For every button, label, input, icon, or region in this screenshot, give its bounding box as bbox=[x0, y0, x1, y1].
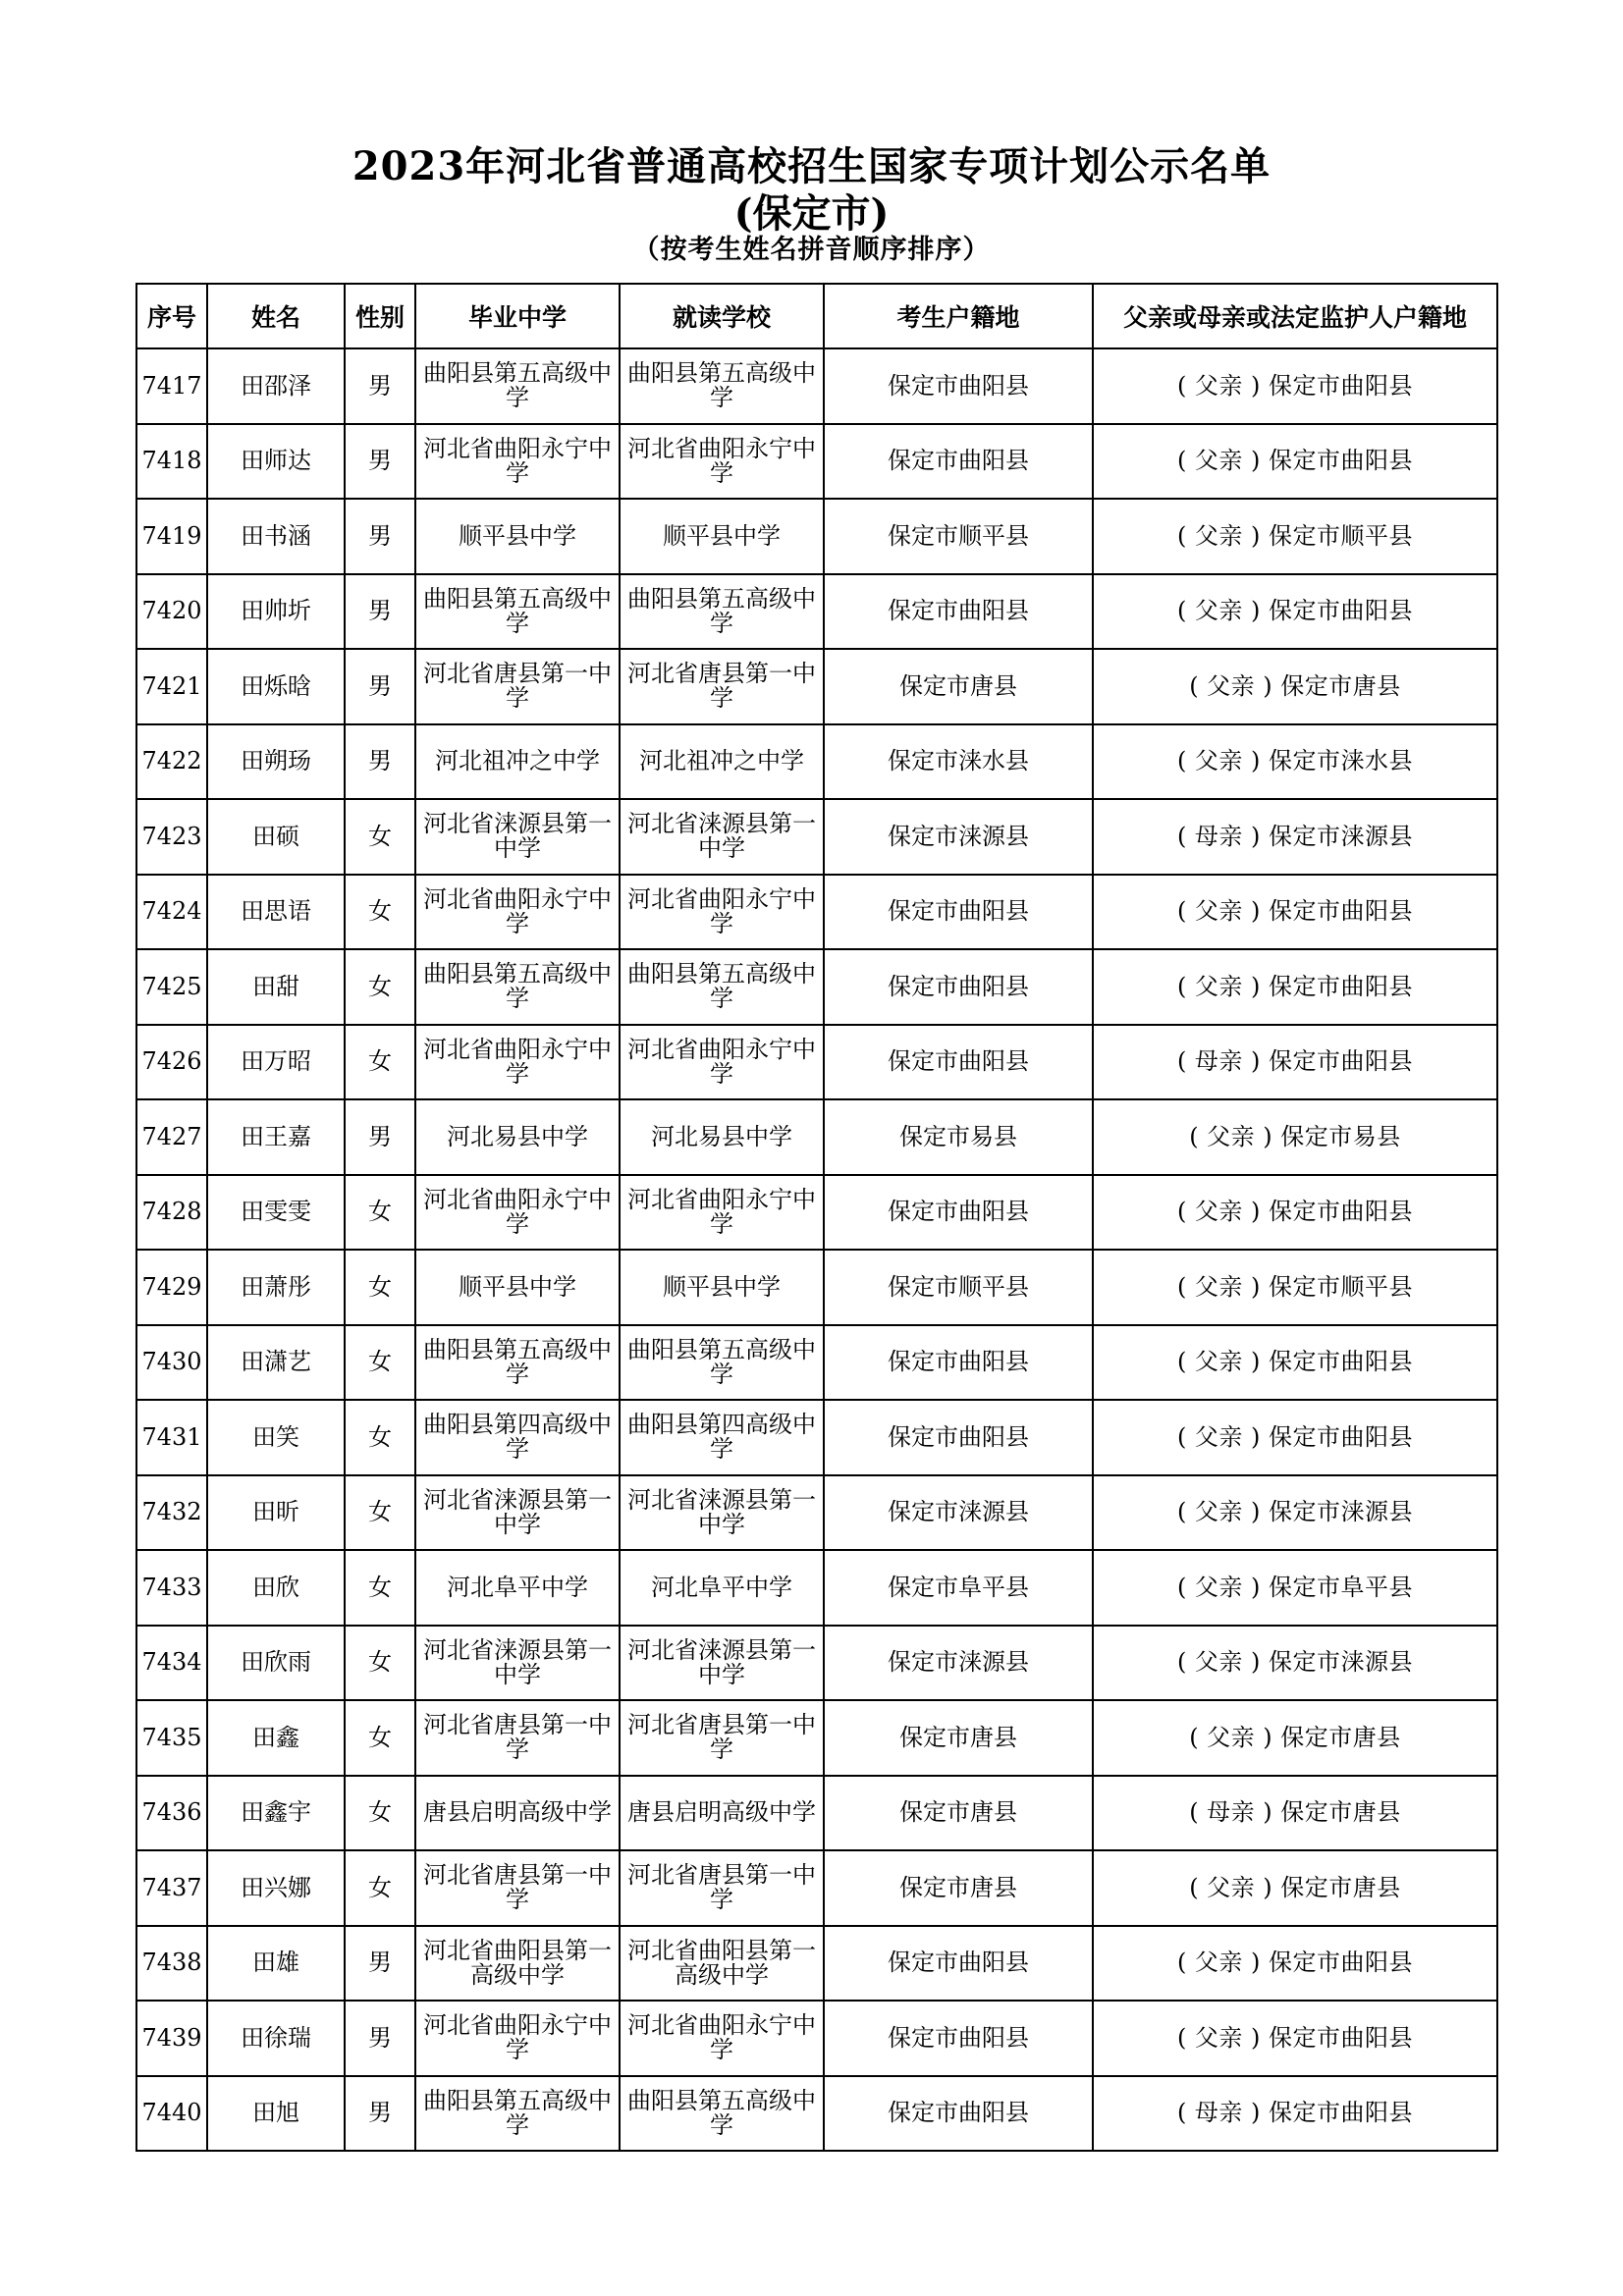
table-row bbox=[136, 348, 1497, 424]
cell-seq: 7439 bbox=[136, 2001, 207, 2076]
cell-name: 田邵泽 bbox=[207, 348, 345, 424]
cell-gender: 男 bbox=[345, 1099, 415, 1175]
cell-hukou: 保定市曲阳县 bbox=[824, 348, 1093, 424]
cell-guardian-hukou: ( 父亲 ) 保定市顺平县 bbox=[1093, 499, 1497, 574]
cell-gender: 女 bbox=[345, 1025, 415, 1100]
cell-gender: 女 bbox=[345, 1250, 415, 1325]
cell-guardian-hukou: ( 父亲 ) 保定市曲阳县 bbox=[1093, 574, 1497, 650]
table-row bbox=[136, 499, 1497, 574]
cell-seq: 7427 bbox=[136, 1099, 207, 1175]
cell-gender: 男 bbox=[345, 2076, 415, 2152]
cell-name: 田师达 bbox=[207, 424, 345, 500]
cell-gender: 男 bbox=[345, 348, 415, 424]
cell-name: 田烁晗 bbox=[207, 649, 345, 724]
cell-name: 田欣雨 bbox=[207, 1626, 345, 1701]
cell-seq: 7435 bbox=[136, 1700, 207, 1776]
cell-hukou: 保定市曲阳县 bbox=[824, 1025, 1093, 1100]
cell-guardian-hukou: ( 父亲 ) 保定市唐县 bbox=[1093, 1700, 1497, 1776]
table-row bbox=[136, 2076, 1497, 2152]
cell-guardian-hukou: ( 父亲 ) 保定市曲阳县 bbox=[1093, 424, 1497, 500]
cell-hukou: 保定市易县 bbox=[824, 1099, 1093, 1175]
table-row bbox=[136, 2001, 1497, 2076]
document-subtitle: (保定市) bbox=[733, 190, 890, 237]
cell-gender: 女 bbox=[345, 1776, 415, 1851]
cell-gender: 男 bbox=[345, 1926, 415, 2002]
cell-name: 田萧彤 bbox=[207, 1250, 345, 1325]
header-current-school: 就读学校 bbox=[620, 284, 824, 348]
cell-gender: 女 bbox=[345, 1175, 415, 1251]
cell-grad-school: 河北省曲阳永宁中学 bbox=[415, 424, 620, 500]
cell-seq: 7434 bbox=[136, 1626, 207, 1701]
cell-current-school: 顺平县中学 bbox=[620, 499, 824, 574]
cell-current-school: 曲阳县第五高级中学 bbox=[620, 949, 824, 1025]
cell-seq: 7417 bbox=[136, 348, 207, 424]
cell-current-school: 河北省曲阳县第一高级中学 bbox=[620, 1926, 824, 2002]
cell-grad-school: 河北省曲阳县第一高级中学 bbox=[415, 1926, 620, 2002]
cell-grad-school: 河北省唐县第一中学 bbox=[415, 1700, 620, 1776]
cell-guardian-hukou: ( 父亲 ) 保定市涞水县 bbox=[1093, 724, 1497, 800]
table-row bbox=[136, 875, 1497, 950]
cell-current-school: 河北省涞源县第一中学 bbox=[620, 1626, 824, 1701]
cell-hukou: 保定市曲阳县 bbox=[824, 2001, 1093, 2076]
cell-hukou: 保定市唐县 bbox=[824, 649, 1093, 724]
cell-guardian-hukou: ( 母亲 ) 保定市唐县 bbox=[1093, 1776, 1497, 1851]
cell-hukou: 保定市曲阳县 bbox=[824, 2076, 1093, 2152]
cell-guardian-hukou: ( 父亲 ) 保定市曲阳县 bbox=[1093, 1400, 1497, 1475]
cell-current-school: 河北省涞源县第一中学 bbox=[620, 799, 824, 875]
cell-name: 田甜 bbox=[207, 949, 345, 1025]
cell-hukou: 保定市顺平县 bbox=[824, 1250, 1093, 1325]
cell-gender: 男 bbox=[345, 574, 415, 650]
cell-hukou: 保定市曲阳县 bbox=[824, 1400, 1093, 1475]
header-row bbox=[136, 284, 1497, 348]
cell-grad-school: 河北省涞源县第一中学 bbox=[415, 1475, 620, 1551]
cell-gender: 男 bbox=[345, 724, 415, 800]
cell-name: 田思语 bbox=[207, 875, 345, 950]
cell-current-school: 唐县启明高级中学 bbox=[620, 1776, 824, 1851]
cell-grad-school: 曲阳县第五高级中学 bbox=[415, 574, 620, 650]
header-hukou: 考生户籍地 bbox=[824, 284, 1093, 348]
cell-current-school: 曲阳县第五高级中学 bbox=[620, 348, 824, 424]
cell-seq: 7421 bbox=[136, 649, 207, 724]
cell-gender: 男 bbox=[345, 499, 415, 574]
cell-hukou: 保定市涞源县 bbox=[824, 799, 1093, 875]
table-row bbox=[136, 1626, 1497, 1701]
cell-current-school: 曲阳县第五高级中学 bbox=[620, 1325, 824, 1401]
cell-seq: 7430 bbox=[136, 1325, 207, 1401]
cell-current-school: 河北省唐县第一中学 bbox=[620, 1850, 824, 1926]
cell-guardian-hukou: ( 父亲 ) 保定市易县 bbox=[1093, 1099, 1497, 1175]
cell-current-school: 河北省唐县第一中学 bbox=[620, 1700, 824, 1776]
cell-grad-school: 河北省曲阳永宁中学 bbox=[415, 2001, 620, 2076]
cell-grad-school: 河北省涞源县第一中学 bbox=[415, 1626, 620, 1701]
table-row bbox=[136, 799, 1497, 875]
cell-gender: 女 bbox=[345, 949, 415, 1025]
cell-seq: 7437 bbox=[136, 1850, 207, 1926]
cell-name: 田笑 bbox=[207, 1400, 345, 1475]
cell-hukou: 保定市曲阳县 bbox=[824, 574, 1093, 650]
cell-grad-school: 顺平县中学 bbox=[415, 499, 620, 574]
cell-seq: 7440 bbox=[136, 2076, 207, 2152]
cell-name: 田兴娜 bbox=[207, 1850, 345, 1926]
table-row bbox=[136, 1926, 1497, 2002]
cell-seq: 7420 bbox=[136, 574, 207, 650]
cell-grad-school: 河北省涞源县第一中学 bbox=[415, 799, 620, 875]
table-row bbox=[136, 1325, 1497, 1401]
cell-grad-school: 河北省曲阳永宁中学 bbox=[415, 1025, 620, 1100]
table-row bbox=[136, 1400, 1497, 1475]
table-row bbox=[136, 424, 1497, 500]
cell-name: 田潇艺 bbox=[207, 1325, 345, 1401]
cell-current-school: 河北省曲阳永宁中学 bbox=[620, 2001, 824, 2076]
cell-name: 田鑫宇 bbox=[207, 1776, 345, 1851]
cell-grad-school: 曲阳县第五高级中学 bbox=[415, 1325, 620, 1401]
cell-current-school: 河北祖冲之中学 bbox=[620, 724, 824, 800]
cell-guardian-hukou: ( 父亲 ) 保定市曲阳县 bbox=[1093, 1175, 1497, 1251]
cell-name: 田硕 bbox=[207, 799, 345, 875]
cell-name: 田朔玚 bbox=[207, 724, 345, 800]
cell-gender: 女 bbox=[345, 1550, 415, 1626]
table-row bbox=[136, 1475, 1497, 1551]
cell-seq: 7433 bbox=[136, 1550, 207, 1626]
cell-current-school: 曲阳县第四高级中学 bbox=[620, 1400, 824, 1475]
cell-grad-school: 唐县启明高级中学 bbox=[415, 1776, 620, 1851]
cell-guardian-hukou: ( 父亲 ) 保定市阜平县 bbox=[1093, 1550, 1497, 1626]
table-row bbox=[136, 1776, 1497, 1851]
cell-guardian-hukou: ( 父亲 ) 保定市曲阳县 bbox=[1093, 1325, 1497, 1401]
cell-grad-school: 河北祖冲之中学 bbox=[415, 724, 620, 800]
cell-current-school: 曲阳县第五高级中学 bbox=[620, 574, 824, 650]
cell-guardian-hukou: ( 母亲 ) 保定市曲阳县 bbox=[1093, 1025, 1497, 1100]
cell-current-school: 河北省曲阳永宁中学 bbox=[620, 424, 824, 500]
cell-hukou: 保定市唐县 bbox=[824, 1776, 1093, 1851]
cell-gender: 女 bbox=[345, 1475, 415, 1551]
cell-hukou: 保定市曲阳县 bbox=[824, 1926, 1093, 2002]
roster-table bbox=[135, 283, 1498, 2152]
table-row bbox=[136, 1025, 1497, 1100]
cell-grad-school: 曲阳县第五高级中学 bbox=[415, 2076, 620, 2152]
cell-name: 田王嘉 bbox=[207, 1099, 345, 1175]
header-seq: 序号 bbox=[136, 284, 207, 348]
roster-body bbox=[136, 348, 1497, 2151]
cell-hukou: 保定市曲阳县 bbox=[824, 1175, 1093, 1251]
cell-hukou: 保定市涞水县 bbox=[824, 724, 1093, 800]
cell-seq: 7426 bbox=[136, 1025, 207, 1100]
cell-gender: 女 bbox=[345, 1850, 415, 1926]
table-row bbox=[136, 1175, 1497, 1251]
cell-current-school: 河北省曲阳永宁中学 bbox=[620, 1025, 824, 1100]
cell-seq: 7432 bbox=[136, 1475, 207, 1551]
cell-guardian-hukou: ( 父亲 ) 保定市涞源县 bbox=[1093, 1626, 1497, 1701]
cell-grad-school: 曲阳县第四高级中学 bbox=[415, 1400, 620, 1475]
cell-name: 田万昭 bbox=[207, 1025, 345, 1100]
cell-grad-school: 河北易县中学 bbox=[415, 1099, 620, 1175]
table-row bbox=[136, 574, 1497, 650]
cell-guardian-hukou: ( 父亲 ) 保定市曲阳县 bbox=[1093, 348, 1497, 424]
cell-seq: 7431 bbox=[136, 1400, 207, 1475]
cell-hukou: 保定市曲阳县 bbox=[824, 1325, 1093, 1401]
cell-guardian-hukou: ( 父亲 ) 保定市曲阳县 bbox=[1093, 875, 1497, 950]
cell-gender: 女 bbox=[345, 799, 415, 875]
cell-name: 田鑫 bbox=[207, 1700, 345, 1776]
cell-hukou: 保定市涞源县 bbox=[824, 1475, 1093, 1551]
table-row bbox=[136, 1250, 1497, 1325]
cell-seq: 7428 bbox=[136, 1175, 207, 1251]
table-row bbox=[136, 1550, 1497, 1626]
cell-guardian-hukou: ( 母亲 ) 保定市曲阳县 bbox=[1093, 2076, 1497, 2152]
cell-guardian-hukou: ( 父亲 ) 保定市曲阳县 bbox=[1093, 1926, 1497, 2002]
table-row bbox=[136, 1700, 1497, 1776]
cell-current-school: 曲阳县第五高级中学 bbox=[620, 2076, 824, 2152]
cell-gender: 女 bbox=[345, 1325, 415, 1401]
cell-grad-school: 河北省唐县第一中学 bbox=[415, 649, 620, 724]
cell-grad-school: 河北省曲阳永宁中学 bbox=[415, 875, 620, 950]
cell-current-school: 河北省涞源县第一中学 bbox=[620, 1475, 824, 1551]
cell-name: 田雯雯 bbox=[207, 1175, 345, 1251]
cell-name: 田昕 bbox=[207, 1475, 345, 1551]
cell-current-school: 河北易县中学 bbox=[620, 1099, 824, 1175]
cell-name: 田书涵 bbox=[207, 499, 345, 574]
cell-hukou: 保定市曲阳县 bbox=[824, 949, 1093, 1025]
cell-current-school: 河北阜平中学 bbox=[620, 1550, 824, 1626]
cell-seq: 7429 bbox=[136, 1250, 207, 1325]
cell-current-school: 河北省曲阳永宁中学 bbox=[620, 875, 824, 950]
cell-grad-school: 河北省唐县第一中学 bbox=[415, 1850, 620, 1926]
table-row bbox=[136, 1099, 1497, 1175]
cell-seq: 7425 bbox=[136, 949, 207, 1025]
cell-guardian-hukou: ( 父亲 ) 保定市涞源县 bbox=[1093, 1475, 1497, 1551]
cell-guardian-hukou: ( 母亲 ) 保定市涞源县 bbox=[1093, 799, 1497, 875]
cell-seq: 7419 bbox=[136, 499, 207, 574]
table-row bbox=[136, 949, 1497, 1025]
cell-seq: 7438 bbox=[136, 1926, 207, 2002]
cell-name: 田徐瑞 bbox=[207, 2001, 345, 2076]
cell-name: 田旭 bbox=[207, 2076, 345, 2152]
document-title: 2023年河北省普通高校招生国家专项计划公示名单 bbox=[352, 143, 1271, 189]
cell-seq: 7436 bbox=[136, 1776, 207, 1851]
cell-gender: 男 bbox=[345, 649, 415, 724]
table-row bbox=[136, 724, 1497, 800]
cell-gender: 男 bbox=[345, 424, 415, 500]
cell-current-school: 河北省曲阳永宁中学 bbox=[620, 1175, 824, 1251]
cell-grad-school: 曲阳县第五高级中学 bbox=[415, 348, 620, 424]
cell-gender: 女 bbox=[345, 1626, 415, 1701]
cell-gender: 男 bbox=[345, 2001, 415, 2076]
cell-guardian-hukou: ( 父亲 ) 保定市唐县 bbox=[1093, 649, 1497, 724]
cell-current-school: 河北省唐县第一中学 bbox=[620, 649, 824, 724]
cell-hukou: 保定市曲阳县 bbox=[824, 424, 1093, 500]
header-name: 姓名 bbox=[207, 284, 345, 348]
cell-current-school: 顺平县中学 bbox=[620, 1250, 824, 1325]
cell-gender: 女 bbox=[345, 875, 415, 950]
header-guardian-hukou: 父亲或母亲或法定监护人户籍地 bbox=[1093, 284, 1497, 348]
header-grad-school: 毕业中学 bbox=[415, 284, 620, 348]
cell-grad-school: 河北省曲阳永宁中学 bbox=[415, 1175, 620, 1251]
cell-name: 田帅圻 bbox=[207, 574, 345, 650]
cell-grad-school: 河北阜平中学 bbox=[415, 1550, 620, 1626]
header-gender: 性别 bbox=[345, 284, 415, 348]
cell-guardian-hukou: ( 父亲 ) 保定市曲阳县 bbox=[1093, 2001, 1497, 2076]
cell-hukou: 保定市曲阳县 bbox=[824, 875, 1093, 950]
cell-hukou: 保定市唐县 bbox=[824, 1850, 1093, 1926]
cell-seq: 7423 bbox=[136, 799, 207, 875]
cell-seq: 7424 bbox=[136, 875, 207, 950]
table-row bbox=[136, 1850, 1497, 1926]
cell-guardian-hukou: ( 父亲 ) 保定市唐县 bbox=[1093, 1850, 1497, 1926]
cell-seq: 7422 bbox=[136, 724, 207, 800]
cell-seq: 7418 bbox=[136, 424, 207, 500]
sort-note: （按考生姓名拼音顺序排序） bbox=[632, 235, 991, 265]
cell-grad-school: 曲阳县第五高级中学 bbox=[415, 949, 620, 1025]
cell-gender: 女 bbox=[345, 1700, 415, 1776]
cell-name: 田雄 bbox=[207, 1926, 345, 2002]
cell-guardian-hukou: ( 父亲 ) 保定市曲阳县 bbox=[1093, 949, 1497, 1025]
cell-gender: 女 bbox=[345, 1400, 415, 1475]
cell-hukou: 保定市顺平县 bbox=[824, 499, 1093, 574]
cell-name: 田欣 bbox=[207, 1550, 345, 1626]
cell-hukou: 保定市阜平县 bbox=[824, 1550, 1093, 1626]
table-row bbox=[136, 649, 1497, 724]
cell-guardian-hukou: ( 父亲 ) 保定市顺平县 bbox=[1093, 1250, 1497, 1325]
cell-grad-school: 顺平县中学 bbox=[415, 1250, 620, 1325]
cell-hukou: 保定市涞源县 bbox=[824, 1626, 1093, 1701]
cell-hukou: 保定市唐县 bbox=[824, 1700, 1093, 1776]
